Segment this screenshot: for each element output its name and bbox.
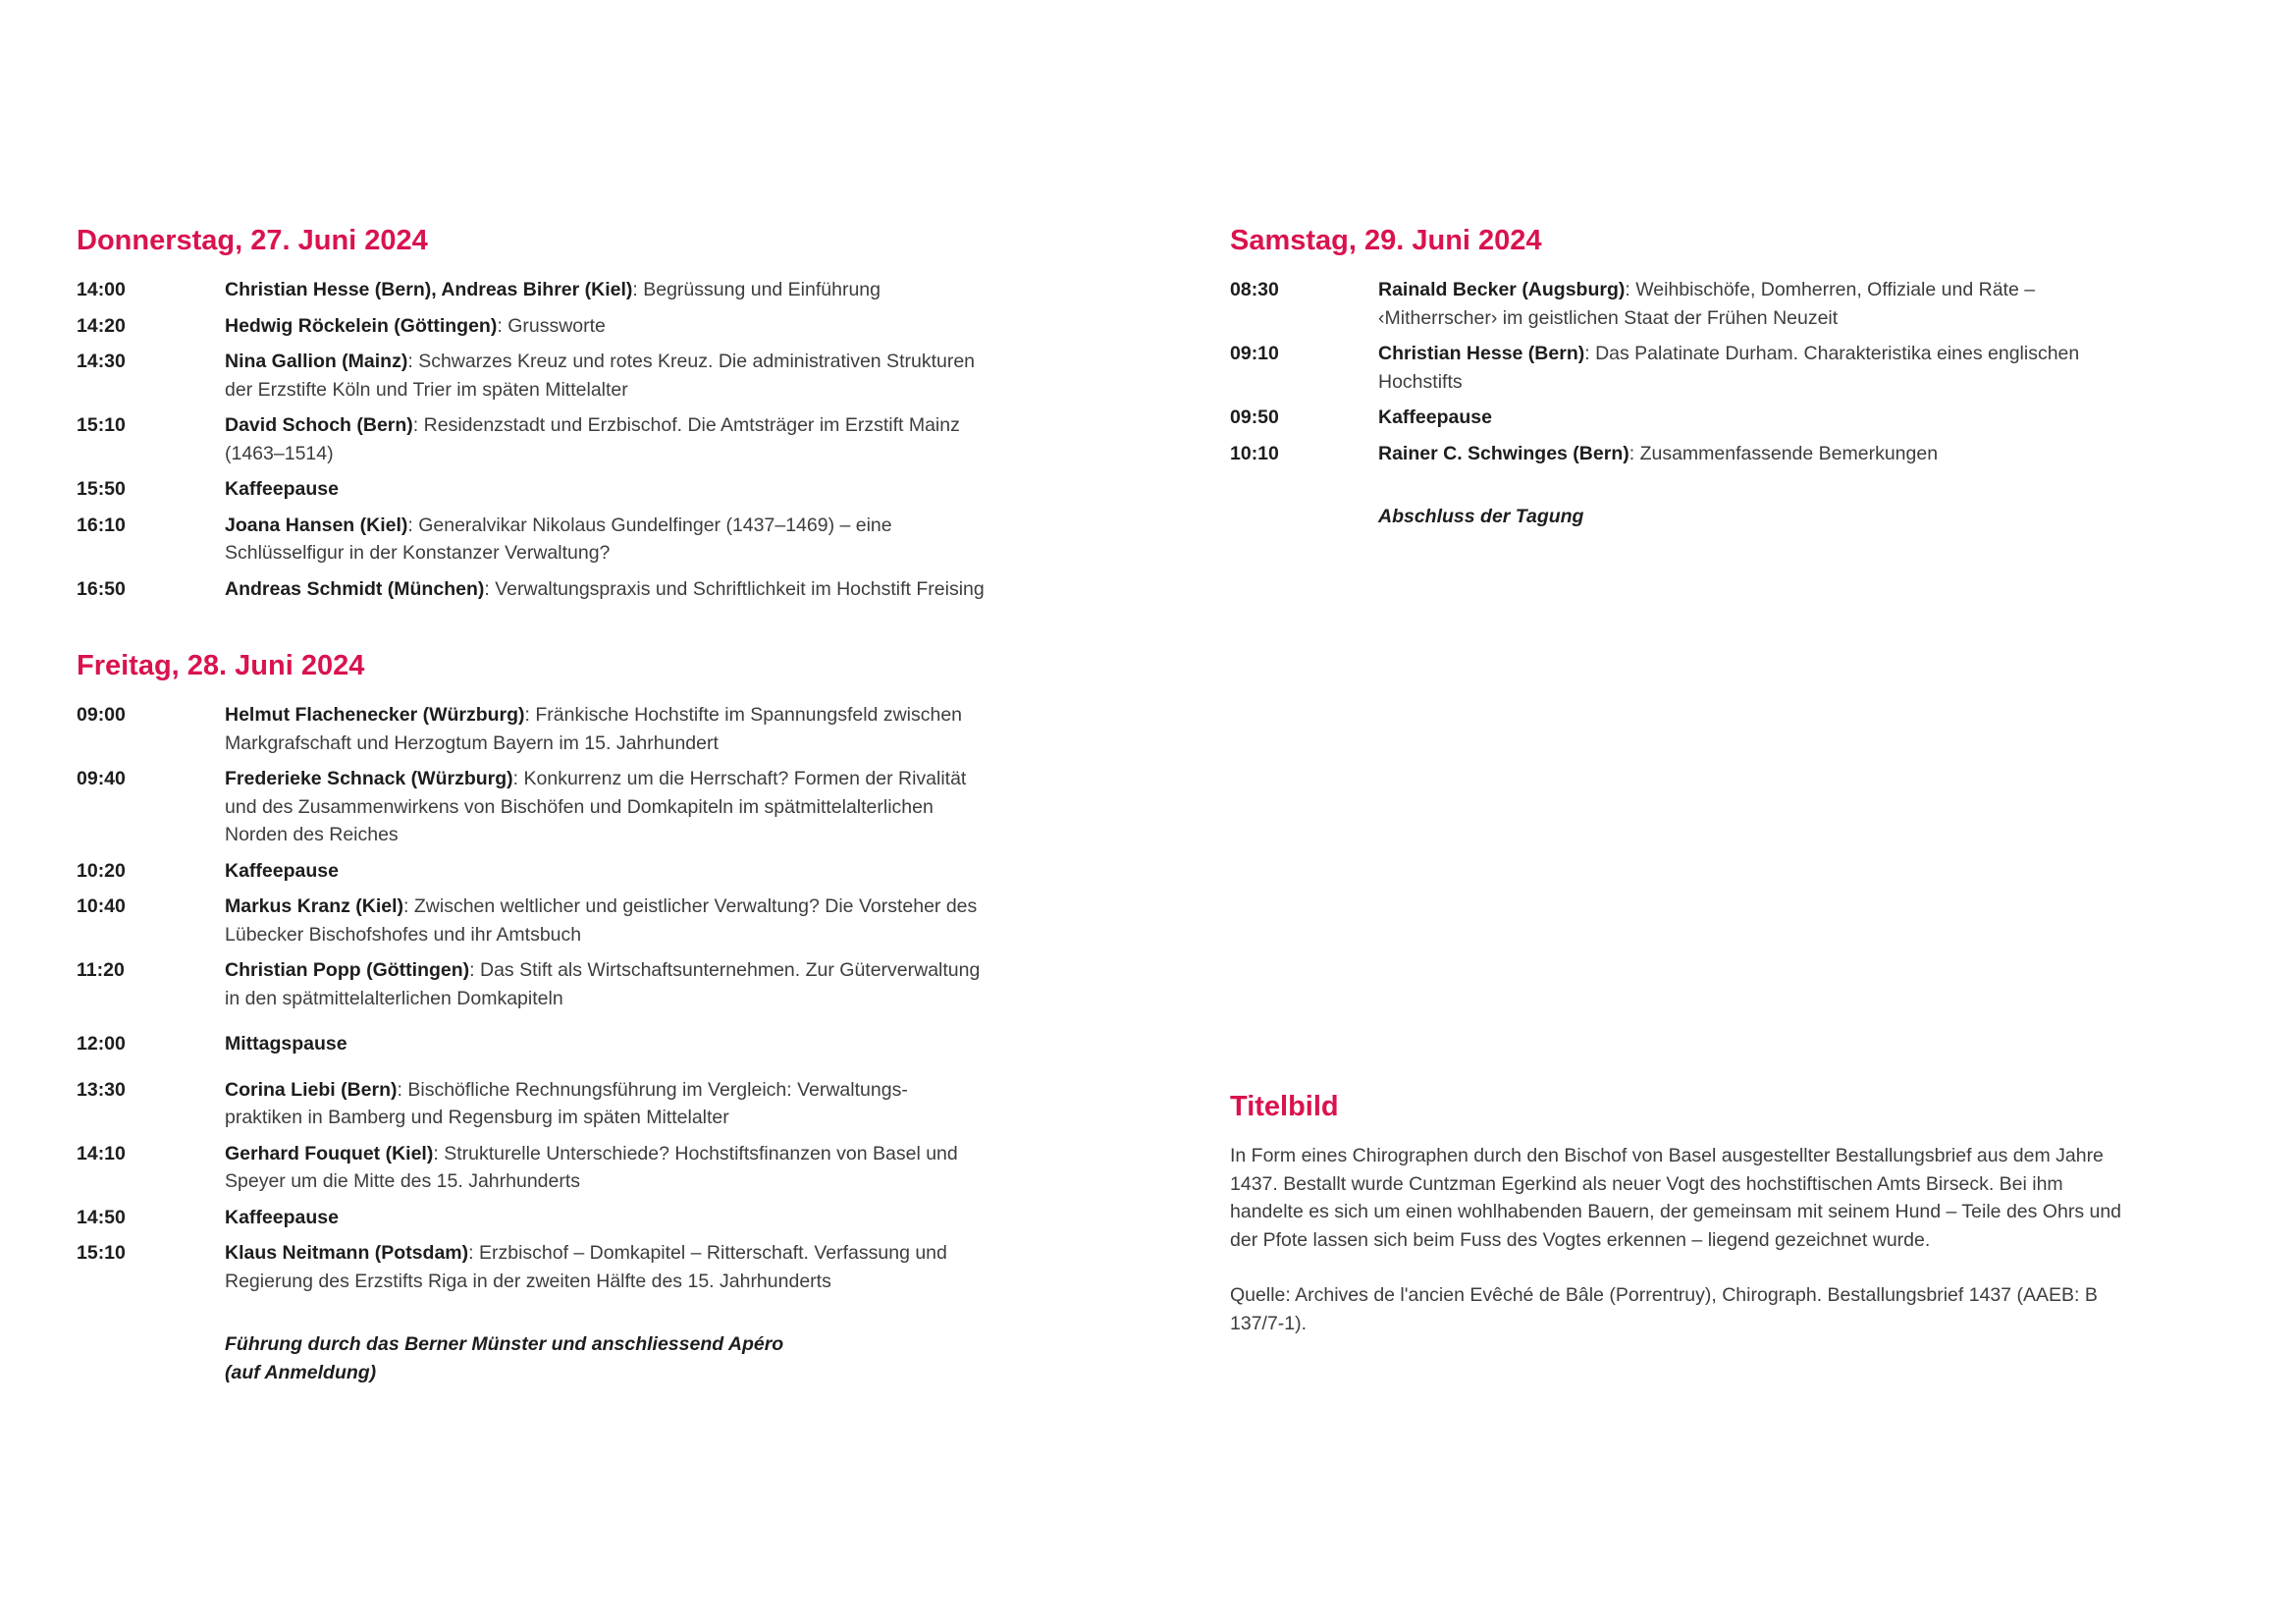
talk-title: Fränkische Hochstifte im Spannungsfeld zwischen Markgrafschaft und Herzogtum Bayern im 15. Jahrhundert	[225, 704, 963, 754]
schedule-time: 12:00	[77, 1033, 126, 1055]
schedule-row	[77, 1076, 985, 1132]
talk-title: Weihbischöfe, Domherren, Offiziale und Räte – ‹Mitherrscher› im geistlichen Staat der Frühen Neuzeit	[1378, 279, 2036, 329]
schedule-description: Andreas Schmidt (München): Verwaltungspraxis und Schriftlichkeit im Hochstift Freising	[225, 577, 985, 600]
schedule-row	[77, 276, 985, 304]
schedule-row	[77, 956, 985, 1012]
schedule-time: 14:10	[77, 1142, 126, 1164]
saturday-closing-note: Abschluss der Tagung	[1378, 506, 1584, 527]
schedule-description: Christian Hesse (Bern), Andreas Bihrer (Kiel): Begrüssung und Einführung	[225, 279, 881, 300]
speaker-name: Andreas Schmidt (München)	[225, 577, 485, 600]
program-friday	[77, 646, 985, 1386]
speaker-name: Gerhard Fouquet (Kiel)	[225, 1142, 434, 1164]
talk-title: Bischöfliche Rechnungsführung im Vergleich: Verwaltungs-praktiken in Bamberg und Regensburg im späten Mittelalter	[225, 1078, 908, 1128]
speaker-name: Nina Gallion (Mainz)	[225, 351, 408, 372]
break-label: Mittagspause	[225, 1033, 347, 1055]
schedule-description	[1378, 404, 2133, 432]
program-thursday	[77, 221, 985, 603]
day-heading-thursday: Donnerstag, 27. Juni 2024	[77, 225, 428, 256]
schedule-time: 15:50	[77, 478, 126, 500]
schedule-row	[77, 411, 985, 467]
talk-title: Konkurrenz um die Herrschaft? Formen der Rivalität und des Zusammenwirkens von Bischöfen und Domkapiteln im spätmittelalterlichen Norden des Reiches	[225, 768, 967, 845]
schedule-time: 10:10	[1230, 442, 1279, 464]
schedule-time: 16:50	[77, 577, 126, 600]
schedule-description: Christian Hesse (Bern): Das Palatinate Durham. Charakteristika eines englischen Hochstifts	[1378, 343, 2080, 393]
titelbild-source: Quelle: Archives de l'ancien Evêché de Bâle (Porrentruy), Chirograph. Bestallungsbrief 1437 (AAEB: B 137/7-1).	[1230, 1284, 2098, 1334]
left-column	[77, 221, 985, 1430]
schedule-row	[77, 1140, 985, 1196]
schedule-time: 09:40	[77, 768, 126, 789]
speaker-name: David Schoch (Bern)	[225, 414, 413, 436]
titelbild-description: In Form eines Chirographen durch den Bischof von Basel ausgestellter Bestallungsbrief aus dem Jahre 1437. Bestallt wurde Cuntzman Egerkind als neuer Vogt des hochstiftischen Amts Birseck. Bei ihm handelte es sich um einen wohlhabenden Bauern, der gemeinsam mit seinem Hund – Teile des Ohrs und der Pfote lassen sich beim Fuss des Vogtes erkennen – liegend gezeichnet wurde.	[1230, 1145, 2122, 1251]
schedule-time: 14:20	[77, 314, 126, 337]
schedule-row	[77, 348, 985, 404]
titelbild-section	[1230, 1087, 2133, 1365]
schedule-row	[77, 512, 985, 568]
schedule-list-thursday	[77, 276, 985, 603]
break-label: Kaffeepause	[1378, 406, 1492, 428]
schedule-row	[77, 1239, 985, 1295]
schedule-time: 14:00	[77, 279, 126, 300]
schedule-row	[1230, 276, 2133, 332]
speaker-name: Joana Hansen (Kiel)	[225, 514, 408, 536]
speaker-name: Christian Hesse (Bern)	[1378, 343, 1585, 364]
titelbild-heading: Titelbild	[1230, 1091, 1339, 1122]
speaker-name: Hedwig Röckelein (Göttingen)	[225, 314, 498, 337]
schedule-row	[77, 1204, 985, 1232]
schedule-description: Christian Popp (Göttingen): Das Stift als Wirtschaftsunternehmen. Zur Güterverwaltung in den spätmittelalterlichen Domkapiteln	[225, 959, 981, 1009]
schedule-description	[225, 1030, 985, 1058]
talk-title: Erzbischof – Domkapitel – Ritterschaft. Verfassung und Regierung des Erzstifts Riga in der zweiten Hälfte des 15. Jahrhunderts	[225, 1242, 947, 1292]
schedule-description: Rainer C. Schwinges (Bern): Zusammenfassende Bemerkungen	[1378, 442, 1939, 464]
speaker-name: Helmut Flachenecker (Würzburg)	[225, 704, 525, 726]
talk-title: Residenzstadt und Erzbischof. Die Amtsträger im Erzstift Mainz (1463–1514)	[225, 414, 960, 464]
talk-title: Verwaltungspraxis und Schriftlichkeit im Hochstift Freising	[495, 577, 985, 600]
schedule-time: 09:10	[1230, 343, 1279, 364]
schedule-time: 09:00	[77, 704, 126, 726]
talk-title: Schwarzes Kreuz und rotes Kreuz. Die administrativen Strukturen der Erzstifte Köln und Trier im späten Mittelalter	[225, 351, 976, 401]
schedule-description: Frederieke Schnack (Würzburg): Konkurrenz um die Herrschaft? Formen der Rivalität und des Zusammenwirkens von Bischöfen und Domkapiteln im spätmittelalterlichen Norden des Reiches	[225, 768, 967, 845]
talk-title: Grussworte	[507, 314, 606, 337]
day-heading-friday: Freitag, 28. Juni 2024	[77, 650, 365, 681]
friday-closing-note: Führung durch das Berner Münster und anschliessend Apéro (auf Anmeldung)	[225, 1333, 784, 1383]
break-label: Kaffeepause	[225, 1206, 339, 1228]
right-column	[1230, 221, 2133, 574]
schedule-time: 16:10	[77, 514, 126, 536]
schedule-row	[1230, 404, 2133, 432]
day-heading-saturday: Samstag, 29. Juni 2024	[1230, 225, 1542, 256]
speaker-name: Frederieke Schnack (Würzburg)	[225, 768, 513, 789]
program-saturday	[1230, 221, 2133, 531]
schedule-time: 14:30	[77, 351, 126, 372]
talk-title: Begrüssung und Einführung	[643, 279, 881, 300]
schedule-description	[225, 1204, 985, 1232]
schedule-row	[77, 893, 985, 948]
schedule-time: 08:30	[1230, 279, 1279, 300]
schedule-time: 09:50	[1230, 406, 1279, 428]
speaker-name: Markus Kranz (Kiel)	[225, 895, 404, 917]
schedule-row	[77, 857, 985, 886]
talk-title: Das Stift als Wirtschaftsunternehmen. Zur Güterverwaltung in den spätmittelalterlichen Domkapiteln	[225, 959, 981, 1009]
schedule-time: 14:50	[77, 1206, 126, 1228]
schedule-description: Markus Kranz (Kiel): Zwischen weltlicher und geistlicher Verwaltung? Die Vorsteher des Lübecker Bischofshofes und ihr Amtsbuch	[225, 895, 978, 946]
schedule-row	[77, 1030, 985, 1058]
schedule-description: Helmut Flachenecker (Würzburg): Fränkische Hochstifte im Spannungsfeld zwischen Markgrafschaft und Herzogtum Bayern im 15. Jahrhundert	[225, 704, 963, 754]
schedule-row	[77, 701, 985, 757]
schedule-time: 15:10	[77, 1242, 126, 1264]
schedule-description: Gerhard Fouquet (Kiel): Strukturelle Unterschiede? Hochstiftsfinanzen von Basel und Speyer um die Mitte des 15. Jahrhunderts	[225, 1142, 958, 1192]
schedule-description: Nina Gallion (Mainz): Schwarzes Kreuz und rotes Kreuz. Die administrativen Strukturen der Erzstifte Köln und Trier im späten Mittelalter	[225, 351, 976, 401]
schedule-description: David Schoch (Bern): Residenzstadt und Erzbischof. Die Amtsträger im Erzstift Mainz (1463–1514)	[225, 414, 960, 464]
schedule-list-friday	[77, 701, 985, 1295]
break-label: Kaffeepause	[225, 478, 339, 500]
schedule-row	[77, 312, 985, 341]
schedule-time: 11:20	[77, 959, 125, 981]
schedule-description: Rainald Becker (Augsburg): Weihbischöfe, Domherren, Offiziale und Räte – ‹Mitherrscher› im geistlichen Staat der Frühen Neuzeit	[1378, 279, 2036, 329]
schedule-description	[225, 475, 985, 504]
speaker-name: Christian Hesse (Bern), Andreas Bihrer (Kiel)	[225, 279, 633, 300]
talk-title: Generalvikar Nikolaus Gundelfinger (1437–1469) – eine Schlüsselfigur in der Konstanzer Verwaltung?	[225, 514, 892, 564]
schedule-description	[225, 857, 985, 886]
schedule-row	[77, 575, 985, 604]
schedule-time: 10:40	[77, 895, 126, 917]
speaker-name: Christian Popp (Göttingen)	[225, 959, 470, 981]
schedule-description: Hedwig Röckelein (Göttingen): Grussworte	[225, 314, 606, 337]
speaker-name: Rainald Becker (Augsburg)	[1378, 279, 1626, 300]
speaker-name: Corina Liebi (Bern)	[225, 1078, 398, 1101]
talk-title: Zwischen weltlicher und geistlicher Verwaltung? Die Vorsteher des Lübecker Bischofshofes und ihr Amtsbuch	[225, 895, 978, 946]
schedule-description: Corina Liebi (Bern): Bischöfliche Rechnungsführung im Vergleich: Verwaltungs-praktiken in Bamberg und Regensburg im späten Mittelalter	[225, 1078, 908, 1128]
schedule-row	[1230, 340, 2133, 396]
schedule-time: 15:10	[77, 414, 126, 436]
talk-title: Zusammenfassende Bemerkungen	[1639, 442, 1939, 464]
schedule-time: 10:20	[77, 859, 126, 882]
schedule-description: Joana Hansen (Kiel): Generalvikar Nikolaus Gundelfinger (1437–1469) – eine Schlüsselfigur in der Konstanzer Verwaltung?	[225, 514, 892, 564]
speaker-name: Klaus Neitmann (Potsdam)	[225, 1242, 469, 1264]
schedule-time: 13:30	[77, 1078, 126, 1101]
schedule-row	[77, 475, 985, 504]
talk-title: Das Palatinate Durham. Charakteristika eines englischen Hochstifts	[1378, 343, 2080, 393]
schedule-description: Klaus Neitmann (Potsdam): Erzbischof – Domkapitel – Ritterschaft. Verfassung und Regierung des Erzstifts Riga in der zweiten Hälfte des 15. Jahrhunderts	[225, 1242, 947, 1292]
schedule-row	[77, 765, 985, 849]
break-label: Kaffeepause	[225, 859, 339, 882]
schedule-row	[1230, 440, 2133, 468]
speaker-name: Rainer C. Schwinges (Bern)	[1378, 442, 1629, 464]
schedule-list-saturday	[1230, 276, 2133, 467]
talk-title: Strukturelle Unterschiede? Hochstiftsfinanzen von Basel und Speyer um die Mitte des 15. Jahrhunderts	[225, 1142, 958, 1192]
